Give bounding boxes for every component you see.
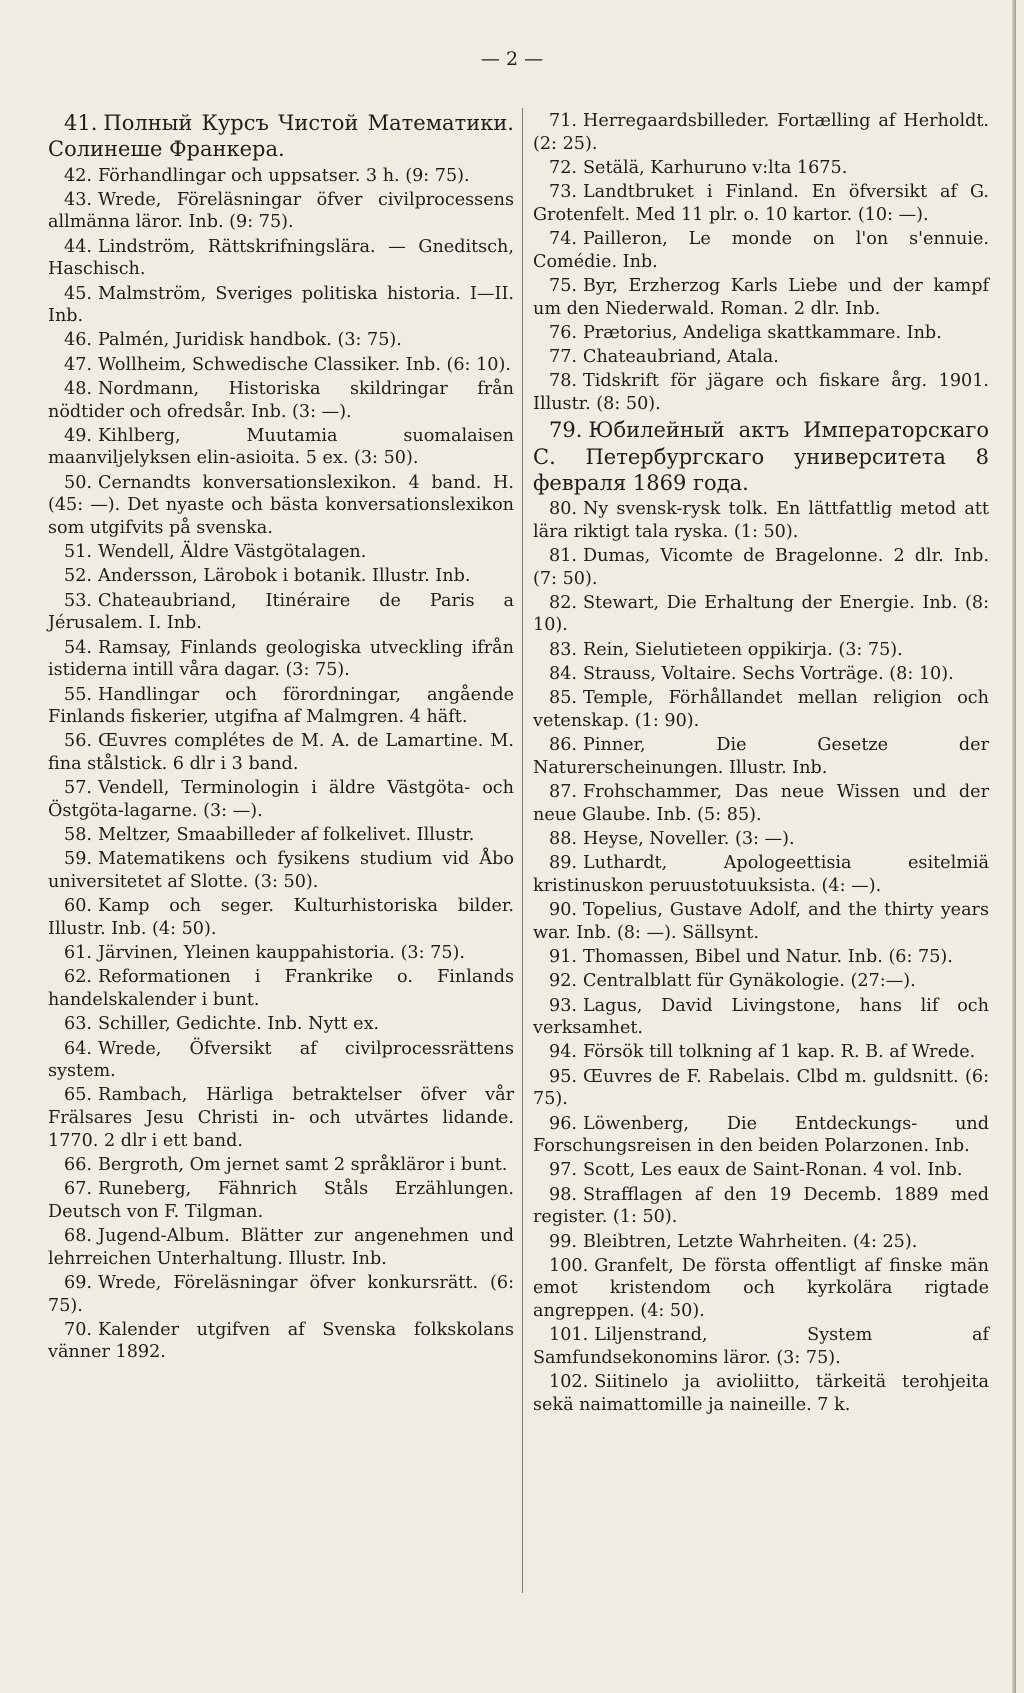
entry-number: 63. — [64, 1014, 92, 1035]
catalog-entry — [533, 228, 989, 273]
entry-text: Matematikens och fysikens studium vid Åbo universitetet af Slotte. (3: 50). — [48, 849, 514, 892]
catalog-entry — [48, 824, 514, 847]
catalog-entry — [533, 1066, 989, 1111]
catalog-entry — [48, 895, 514, 940]
entry-number: 72. — [549, 157, 577, 178]
catalog-entry — [533, 498, 989, 543]
entry-text: Vendell, Terminologin i äldre Västgöta- och Östgöta-lagarne. (3: —). — [48, 778, 514, 821]
entry-number: 98. — [549, 1184, 577, 1205]
entry-number: 80. — [549, 499, 577, 520]
entry-text: Nordmann, Historiska skildringar från nödtider och ofredsår. Inb. (3: —). — [48, 378, 514, 422]
catalog-entry — [533, 1324, 989, 1369]
page-number: — 2 — — [480, 48, 544, 70]
catalog-entry — [533, 970, 989, 993]
entry-number: 77. — [549, 347, 577, 368]
entry-number: 74. — [549, 229, 577, 250]
catalog-entry — [48, 1154, 514, 1177]
entry-text: Ramsay, Finlands geologiska utveckling ifrån istiderna intill våra dagar. (3: 75). — [48, 637, 514, 681]
catalog-entry — [533, 781, 989, 826]
entry-number: 87. — [549, 782, 577, 803]
catalog-entry — [48, 472, 514, 540]
entry-number: 51. — [64, 542, 92, 563]
entry-text: Юбилейный актъ Императорскаго С. Петербургскаго университета 8 февраля 1869 года. — [533, 418, 989, 496]
entry-text: Rambach, Härliga betraktelser öfver vår Frälsares Jesu Christi in- och utvärtes lidande. 1770. 2 dlr i ett band. — [48, 1085, 514, 1151]
entry-number: 55. — [64, 684, 92, 705]
entry-text: Herregaardsbilleder. Fortælling af Herholdt. (2: 25). — [533, 111, 989, 154]
entry-text: Siitinelo ja avioliitto, tärkeitä terohjeita sekä naimattomille ja naineille. 7 k. — [533, 1372, 989, 1415]
entry-text: Œuvres de F. Rabelais. Clbd m. guldsnitt. (6: 75). — [533, 1066, 989, 1110]
entry-number: 56. — [64, 731, 92, 752]
entry-text: Lindström, Rättskrifningslära. — Gneditsch, Haschisch. — [48, 236, 514, 280]
entry-number: 46. — [64, 330, 92, 351]
entry-text: Scott, Les eaux de Saint-Ronan. 4 vol. Inb. — [582, 1160, 963, 1181]
entry-text: Stewart, Die Erhaltung der Energie. Inb. (8: 10). — [533, 592, 989, 636]
catalog-entry — [48, 1272, 514, 1317]
entry-number: 53. — [64, 590, 92, 611]
entry-text: Œuvres complétes de M. A. de Lamartine. M. fina stålstick. 6 dlr i 3 band. — [48, 731, 514, 774]
entry-number: 92. — [549, 971, 577, 992]
entry-text: Pailleron, Le monde on l'on s'ennuie. Comédie. Inb. — [533, 229, 989, 272]
entry-number: 62. — [64, 967, 92, 988]
catalog-entry — [533, 370, 989, 415]
entry-text: Prætorius, Andeliga skattkammare. Inb. — [582, 322, 942, 343]
entry-number: 100. — [549, 1255, 589, 1276]
entry-number: 82. — [549, 592, 577, 613]
entry-text: Kamp och seger. Kulturhistoriska bilder. Illustr. Inb. (4: 50). — [48, 896, 514, 939]
entry-number: 102. — [549, 1372, 589, 1393]
catalog-entry — [533, 852, 989, 897]
entry-number: 57. — [64, 778, 92, 799]
catalog-entry — [48, 777, 514, 822]
entry-number: 71. — [549, 111, 577, 131]
entry-text: Wrede, Föreläsningar öfver civilprocessens allmänna läror. Inb. (9: 75). — [48, 189, 514, 233]
catalog-entry — [533, 1255, 989, 1323]
catalog-entry — [48, 637, 514, 682]
entry-text: Granfelt, De första offentligt af finske män emot kristendom och kyrkolära rigtade angreppen. (4: 50). — [533, 1255, 989, 1322]
entry-text: Dumas, Vicomte de Bragelonne. 2 dlr. Inb. (7: 50). — [533, 546, 989, 589]
catalog-entry — [48, 565, 514, 588]
entry-text: Frohschammer, Das neue Wissen und der neue Glaube. Inb. (5: 85). — [533, 782, 989, 825]
catalog-entry — [533, 322, 989, 345]
entry-text: Landtbruket i Finland. En öfversikt af G. Grotenfelt. Med 11 plr. o. 10 kartor. (10: —). — [533, 182, 989, 225]
catalog-entry — [533, 417, 989, 496]
catalog-entry — [533, 734, 989, 779]
entry-number: 97. — [549, 1160, 577, 1181]
entry-text: Bergroth, Om jernet samt 2 språkläror i bunt. — [97, 1154, 508, 1175]
entry-text: Wollheim, Schwedische Classiker. Inb. (6: 10). — [97, 354, 511, 375]
entry-text: Andersson, Lärobok i botanik. Illustr. Inb. — [97, 566, 471, 587]
entry-number: 50. — [64, 472, 92, 493]
catalog-entry — [48, 165, 514, 188]
catalog-entry — [533, 1159, 989, 1182]
right-column — [533, 110, 989, 1418]
entry-text: Löwenberg, Die Entdeckungs- und Forschungsreisen in den beiden Polarzonen. Inb. — [533, 1113, 989, 1157]
catalog-entry — [533, 995, 989, 1040]
catalog-entry — [48, 730, 514, 775]
catalog-entry — [533, 181, 989, 226]
entry-text: Bleibtren, Letzte Wahrheiten. (4: 25). — [582, 1231, 918, 1252]
catalog-entry — [533, 157, 989, 180]
entry-text: Lagus, David Livingstone, hans lif och verksamhet. — [533, 995, 989, 1039]
entry-number: 86. — [549, 735, 577, 756]
entry-number: 76. — [549, 322, 577, 343]
catalog-entry — [533, 1371, 989, 1416]
entry-number: 81. — [549, 546, 577, 566]
catalog-entry — [48, 1225, 514, 1270]
entry-text: Topelius, Gustave Adolf, and the thirty years war. Inb. (8: —). Sällsynt. — [533, 900, 989, 943]
left-column — [48, 110, 514, 1366]
entry-number: 45. — [64, 283, 92, 304]
entry-text: Wrede, Föreläsningar öfver konkursrätt. (6: 75). — [48, 1272, 514, 1316]
catalog-entry — [48, 110, 514, 163]
catalog-entry — [533, 1041, 989, 1064]
entry-number: 93. — [549, 995, 577, 1016]
catalog-entry — [48, 541, 514, 564]
entry-number: 84. — [549, 664, 577, 685]
entry-number: 48. — [64, 378, 92, 399]
entry-number: 88. — [549, 828, 577, 849]
entry-text: Chateaubriand, Itinéraire de Paris a Jérusalem. I. Inb. — [48, 590, 514, 634]
entry-text: Försök till tolkning af 1 kap. R. B. af Wrede. — [582, 1042, 976, 1063]
entry-number: 42. — [64, 165, 92, 186]
catalog-entry — [48, 354, 514, 377]
entry-number: 47. — [64, 354, 92, 375]
entry-text: Setälä, Karhuruno v:lta 1675. — [582, 157, 848, 178]
entry-text: Handlingar och förordningar, angående Finlands fiskerier, utgifna af Malmgren. 4 häft. — [48, 684, 514, 728]
entry-number: 65. — [64, 1085, 92, 1106]
entry-number: 99. — [549, 1231, 577, 1252]
entry-number: 101. — [549, 1325, 589, 1346]
entry-text: Rein, Sielutieteen oppikirja. (3: 75). — [582, 639, 903, 660]
entry-number: 75. — [549, 275, 577, 296]
entry-text: Temple, Förhållandet mellan religion och vetenskap. (1: 90). — [533, 688, 989, 731]
catalog-entry — [533, 275, 989, 320]
entry-number: 89. — [549, 853, 577, 874]
entry-number: 54. — [64, 637, 92, 658]
entry-number: 69. — [64, 1272, 92, 1293]
catalog-entry — [48, 590, 514, 635]
entry-number: 61. — [64, 943, 92, 964]
catalog-entry — [533, 346, 989, 369]
catalog-entry — [48, 189, 514, 234]
entry-number: 58. — [64, 825, 92, 846]
catalog-entry — [48, 1013, 514, 1036]
entry-text: Centralblatt für Gynäkologie. (27:—). — [582, 971, 916, 992]
catalog-entry — [533, 1184, 989, 1229]
entry-text: Schiller, Gedichte. Inb. Nytt ex. — [97, 1014, 380, 1035]
catalog-entry — [533, 899, 989, 944]
catalog-entry — [48, 236, 514, 281]
catalog-entry — [533, 946, 989, 969]
catalog-entry — [48, 329, 514, 352]
entry-text: Förhandlingar och uppsatser. 3 h. (9: 75). — [97, 165, 470, 186]
entry-text: Chateaubriand, Atala. — [582, 347, 779, 368]
catalog-entry — [48, 966, 514, 1011]
entry-text: Runeberg, Fähnrich Ståls Erzählungen. Deutsch von F. Tilgman. — [48, 1179, 514, 1222]
catalog-entry — [48, 684, 514, 729]
catalog-entry — [48, 378, 514, 423]
catalog-entry — [533, 639, 989, 662]
entry-text: Kihlberg, Muutamia suomalaisen maanviljelyksen elin-asioita. 5 ex. (3: 50). — [48, 425, 514, 469]
catalog-entry — [48, 283, 514, 328]
entry-number: 60. — [64, 896, 92, 917]
catalog-entry — [533, 1113, 989, 1158]
entry-number: 90. — [549, 900, 577, 921]
entry-number: 52. — [64, 566, 92, 587]
entry-text: Meltzer, Smaabilleder af folkelivet. Illustr. — [97, 825, 475, 846]
entry-number: 41. — [64, 111, 98, 135]
entry-text: Wrede, Öfversikt af civilprocessrättens system. — [48, 1038, 514, 1082]
catalog-entry — [533, 110, 989, 155]
entry-number: 68. — [64, 1226, 92, 1247]
entry-text: Wendell, Äldre Västgötalagen. — [97, 542, 367, 563]
entry-text: Reformationen i Frankrike o. Finlands handelskalender i bunt. — [48, 967, 514, 1011]
entry-number: 85. — [549, 688, 577, 709]
catalog-entry — [48, 942, 514, 965]
entry-text: Malmström, Sveriges politiska historia. I—II. Inb. — [48, 283, 514, 327]
catalog-entry — [533, 828, 989, 851]
entry-text: Strauss, Voltaire. Sechs Vorträge. (8: 10). — [582, 664, 954, 685]
entry-number: 73. — [549, 182, 577, 203]
entry-number: 67. — [64, 1179, 92, 1200]
catalog-entry — [533, 687, 989, 732]
entry-number: 64. — [64, 1038, 92, 1059]
entry-text: Jugend-Album. Blätter zur angenehmen und lehrreichen Unterhaltung. Illustr. Inb. — [48, 1226, 514, 1269]
catalog-entry — [533, 545, 989, 590]
entry-number: 83. — [549, 639, 577, 660]
entry-text: Cernandts konversationslexikon. 4 band. H. (45: —). Det nyaste och bästa konversationslexikon som utgifvits på svenska. — [48, 472, 514, 538]
entry-number: 96. — [549, 1113, 577, 1134]
entry-number: 66. — [64, 1154, 92, 1175]
entry-text: Ny svensk-rysk tolk. En lättfattlig metod att lära riktigt tala ryska. (1: 50). — [533, 499, 989, 542]
entry-number: 43. — [64, 189, 92, 210]
entry-text: Järvinen, Yleinen kauppahistoria. (3: 75). — [97, 943, 465, 964]
catalog-entry — [48, 1038, 514, 1083]
entry-text: Heyse, Noveller. (3: —). — [582, 828, 795, 849]
entry-text: Kalender utgifven af Svenska folkskolans vänner 1892. — [48, 1319, 514, 1363]
catalog-entry — [533, 592, 989, 637]
catalog-entry — [48, 848, 514, 893]
entry-number: 49. — [64, 425, 92, 446]
entry-text: Полный Курсъ Чистой Математики. Солинеше Франкера. — [48, 111, 514, 162]
entry-text: Pinner, Die Gesetze der Naturerscheinungen. Illustr. Inb. — [533, 735, 989, 778]
entry-number: 70. — [64, 1319, 92, 1340]
entry-text: Byr, Erzherzog Karls Liebe und der kampf um den Niederwald. Roman. 2 dlr. Inb. — [533, 275, 989, 319]
entry-text: Liljenstrand, System af Samfundsekonomins läror. (3: 75). — [533, 1325, 989, 1368]
entry-text: Luthardt, Apologeettisia esitelmiä kristinuskon peruustotuuksista. (4: —). — [533, 853, 989, 896]
entry-number: 91. — [549, 946, 577, 967]
column-divider — [522, 108, 523, 1593]
catalog-entry — [533, 663, 989, 686]
entry-number: 59. — [64, 849, 92, 870]
entry-number: 95. — [549, 1066, 577, 1087]
catalog-entry — [48, 1178, 514, 1223]
entry-text: Palmén, Juridisk handbok. (3: 75). — [97, 330, 402, 351]
catalog-entry — [48, 1319, 514, 1364]
entry-number: 44. — [64, 236, 92, 257]
catalog-entry — [48, 425, 514, 470]
entry-number: 79. — [549, 418, 583, 443]
entry-number: 94. — [549, 1042, 577, 1063]
entry-text: Strafflagen af den 19 Decemb. 1889 med register. (1: 50). — [533, 1184, 989, 1228]
catalog-entry — [533, 1231, 989, 1254]
entry-text: Thomassen, Bibel und Natur. Inb. (6: 75). — [582, 946, 953, 967]
entry-number: 78. — [549, 371, 577, 392]
entry-text: Tidskrift för jägare och fiskare årg. 1901. Illustr. (8: 50). — [533, 371, 989, 414]
page-edge — [1012, 0, 1016, 1693]
catalog-entry — [48, 1084, 514, 1152]
